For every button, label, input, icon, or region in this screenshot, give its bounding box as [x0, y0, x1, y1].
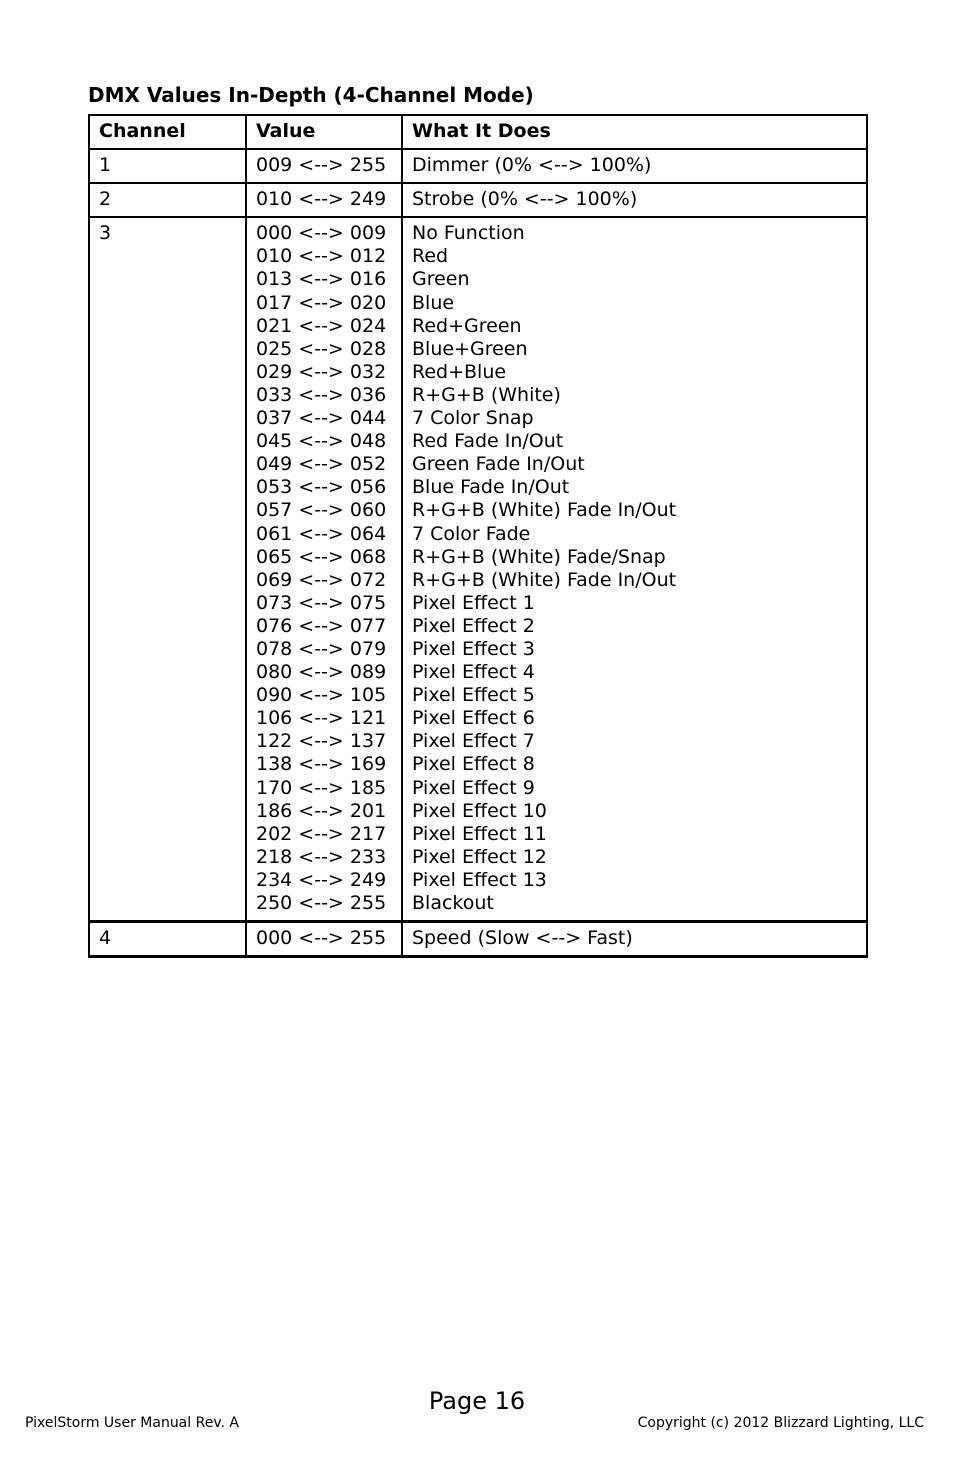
channel-cell: 1 — [89, 149, 246, 183]
function-description: Pixel Effect 10 — [412, 799, 547, 822]
value-range: 017 <--> 020 — [256, 291, 387, 314]
function-description: Pixel Effect 6 — [412, 707, 535, 730]
value-range: 057 <--> 060 — [256, 499, 387, 522]
value-range: 090 <--> 105 — [256, 684, 387, 707]
column-header-value: Value — [246, 115, 402, 149]
function-description: R+G+B (White) — [412, 383, 561, 406]
function-description: Green Fade In/Out — [412, 453, 585, 476]
function-description: 7 Color Fade — [412, 522, 531, 545]
value-range: 250 <--> 255 — [256, 892, 387, 914]
value-range: 053 <--> 056 — [256, 476, 387, 499]
value-range: 170 <--> 185 — [256, 776, 387, 799]
page-number: Page 16 — [428, 1387, 526, 1415]
function-description: Pixel Effect 11 — [412, 822, 547, 845]
section-title: DMX Values In-Depth (4-Channel Mode) — [88, 83, 534, 107]
footer-manual-title: PixelStorm User Manual Rev. A — [25, 1415, 239, 1431]
value-range: 013 <--> 016 — [256, 268, 387, 291]
value-range: 122 <--> 137 — [256, 730, 387, 753]
value-range: 029 <--> 032 — [256, 360, 387, 383]
function-description: Red Fade In/Out — [412, 430, 564, 453]
value-range: 078 <--> 079 — [256, 637, 387, 660]
channel-cell: 2 — [89, 183, 246, 217]
function-cell — [402, 149, 867, 183]
function-description: Red+Green — [412, 314, 522, 337]
value-range: 080 <--> 089 — [256, 661, 387, 684]
function-description: Pixel Effect 8 — [412, 753, 535, 776]
value-range: 000 <--> 009 — [256, 222, 387, 245]
function-description: Dimmer (0% <--> 100%) — [412, 154, 652, 177]
column-header-what-it-does: What It Does — [402, 115, 867, 149]
function-description: R+G+B (White) Fade In/Out — [412, 499, 677, 522]
footer-copyright: Copyright (c) 2012 Blizzard Lighting, LLC — [637, 1415, 924, 1431]
channel-cell: 3 — [89, 217, 246, 921]
function-description: Pixel Effect 4 — [412, 661, 535, 684]
function-description: Pixel Effect 3 — [412, 637, 535, 660]
function-description: Red+Blue — [412, 360, 507, 383]
function-cell — [402, 922, 867, 957]
function-description: No Function — [412, 222, 525, 245]
function-description: 7 Color Snap — [412, 407, 534, 430]
value-range: 045 <--> 048 — [256, 430, 387, 453]
value-range: 000 <--> 255 — [256, 927, 387, 950]
value-range: 065 <--> 068 — [256, 545, 387, 568]
function-description: Pixel Effect 12 — [412, 845, 547, 868]
value-range: 049 <--> 052 — [256, 453, 387, 476]
function-cell — [402, 217, 867, 921]
function-description: Strobe (0% <--> 100%) — [412, 188, 638, 211]
function-description: Pixel Effect 2 — [412, 614, 535, 637]
function-description: Blue Fade In/Out — [412, 476, 570, 499]
function-description: Speed (Slow <--> Fast) — [412, 927, 633, 950]
dmx-values-table — [88, 114, 868, 958]
function-description: Pixel Effect 5 — [412, 684, 535, 707]
channel-cell: 4 — [89, 922, 246, 957]
value-range: 010 <--> 012 — [256, 245, 387, 268]
table-row — [89, 149, 867, 183]
value-range: 202 <--> 217 — [256, 822, 387, 845]
value-cell — [246, 922, 402, 957]
value-range: 234 <--> 249 — [256, 868, 387, 891]
value-range: 073 <--> 075 — [256, 591, 387, 614]
function-description: Blue — [412, 291, 455, 314]
value-range: 138 <--> 169 — [256, 753, 387, 776]
function-cell — [402, 183, 867, 217]
function-description: Pixel Effect 7 — [412, 730, 535, 753]
table-row — [89, 922, 867, 957]
value-range: 069 <--> 072 — [256, 568, 387, 591]
function-description: Blue+Green — [412, 337, 528, 360]
value-range: 021 <--> 024 — [256, 314, 387, 337]
value-cell — [246, 183, 402, 217]
function-description: Pixel Effect 1 — [412, 591, 535, 614]
value-cell — [246, 217, 402, 921]
value-range: 037 <--> 044 — [256, 407, 387, 430]
function-description: Pixel Effect 9 — [412, 776, 535, 799]
value-range: 186 <--> 201 — [256, 799, 387, 822]
table-row — [89, 217, 867, 921]
value-range: 009 <--> 255 — [256, 154, 387, 177]
function-description: R+G+B (White) Fade/Snap — [412, 545, 666, 568]
function-description: Green — [412, 268, 470, 291]
value-range: 106 <--> 121 — [256, 707, 387, 730]
function-description: Blackout — [412, 892, 494, 914]
value-range: 076 <--> 077 — [256, 614, 387, 637]
function-description: R+G+B (White) Fade In/Out — [412, 568, 677, 591]
value-cell — [246, 149, 402, 183]
function-description: Pixel Effect 13 — [412, 868, 547, 891]
column-header-channel: Channel — [89, 115, 246, 149]
function-description: Red — [412, 245, 449, 268]
table-header-row — [89, 115, 867, 149]
value-range: 218 <--> 233 — [256, 845, 387, 868]
value-range: 025 <--> 028 — [256, 337, 387, 360]
value-range: 061 <--> 064 — [256, 522, 387, 545]
value-range: 033 <--> 036 — [256, 383, 387, 406]
table-row — [89, 183, 867, 217]
value-range: 010 <--> 249 — [256, 188, 387, 211]
